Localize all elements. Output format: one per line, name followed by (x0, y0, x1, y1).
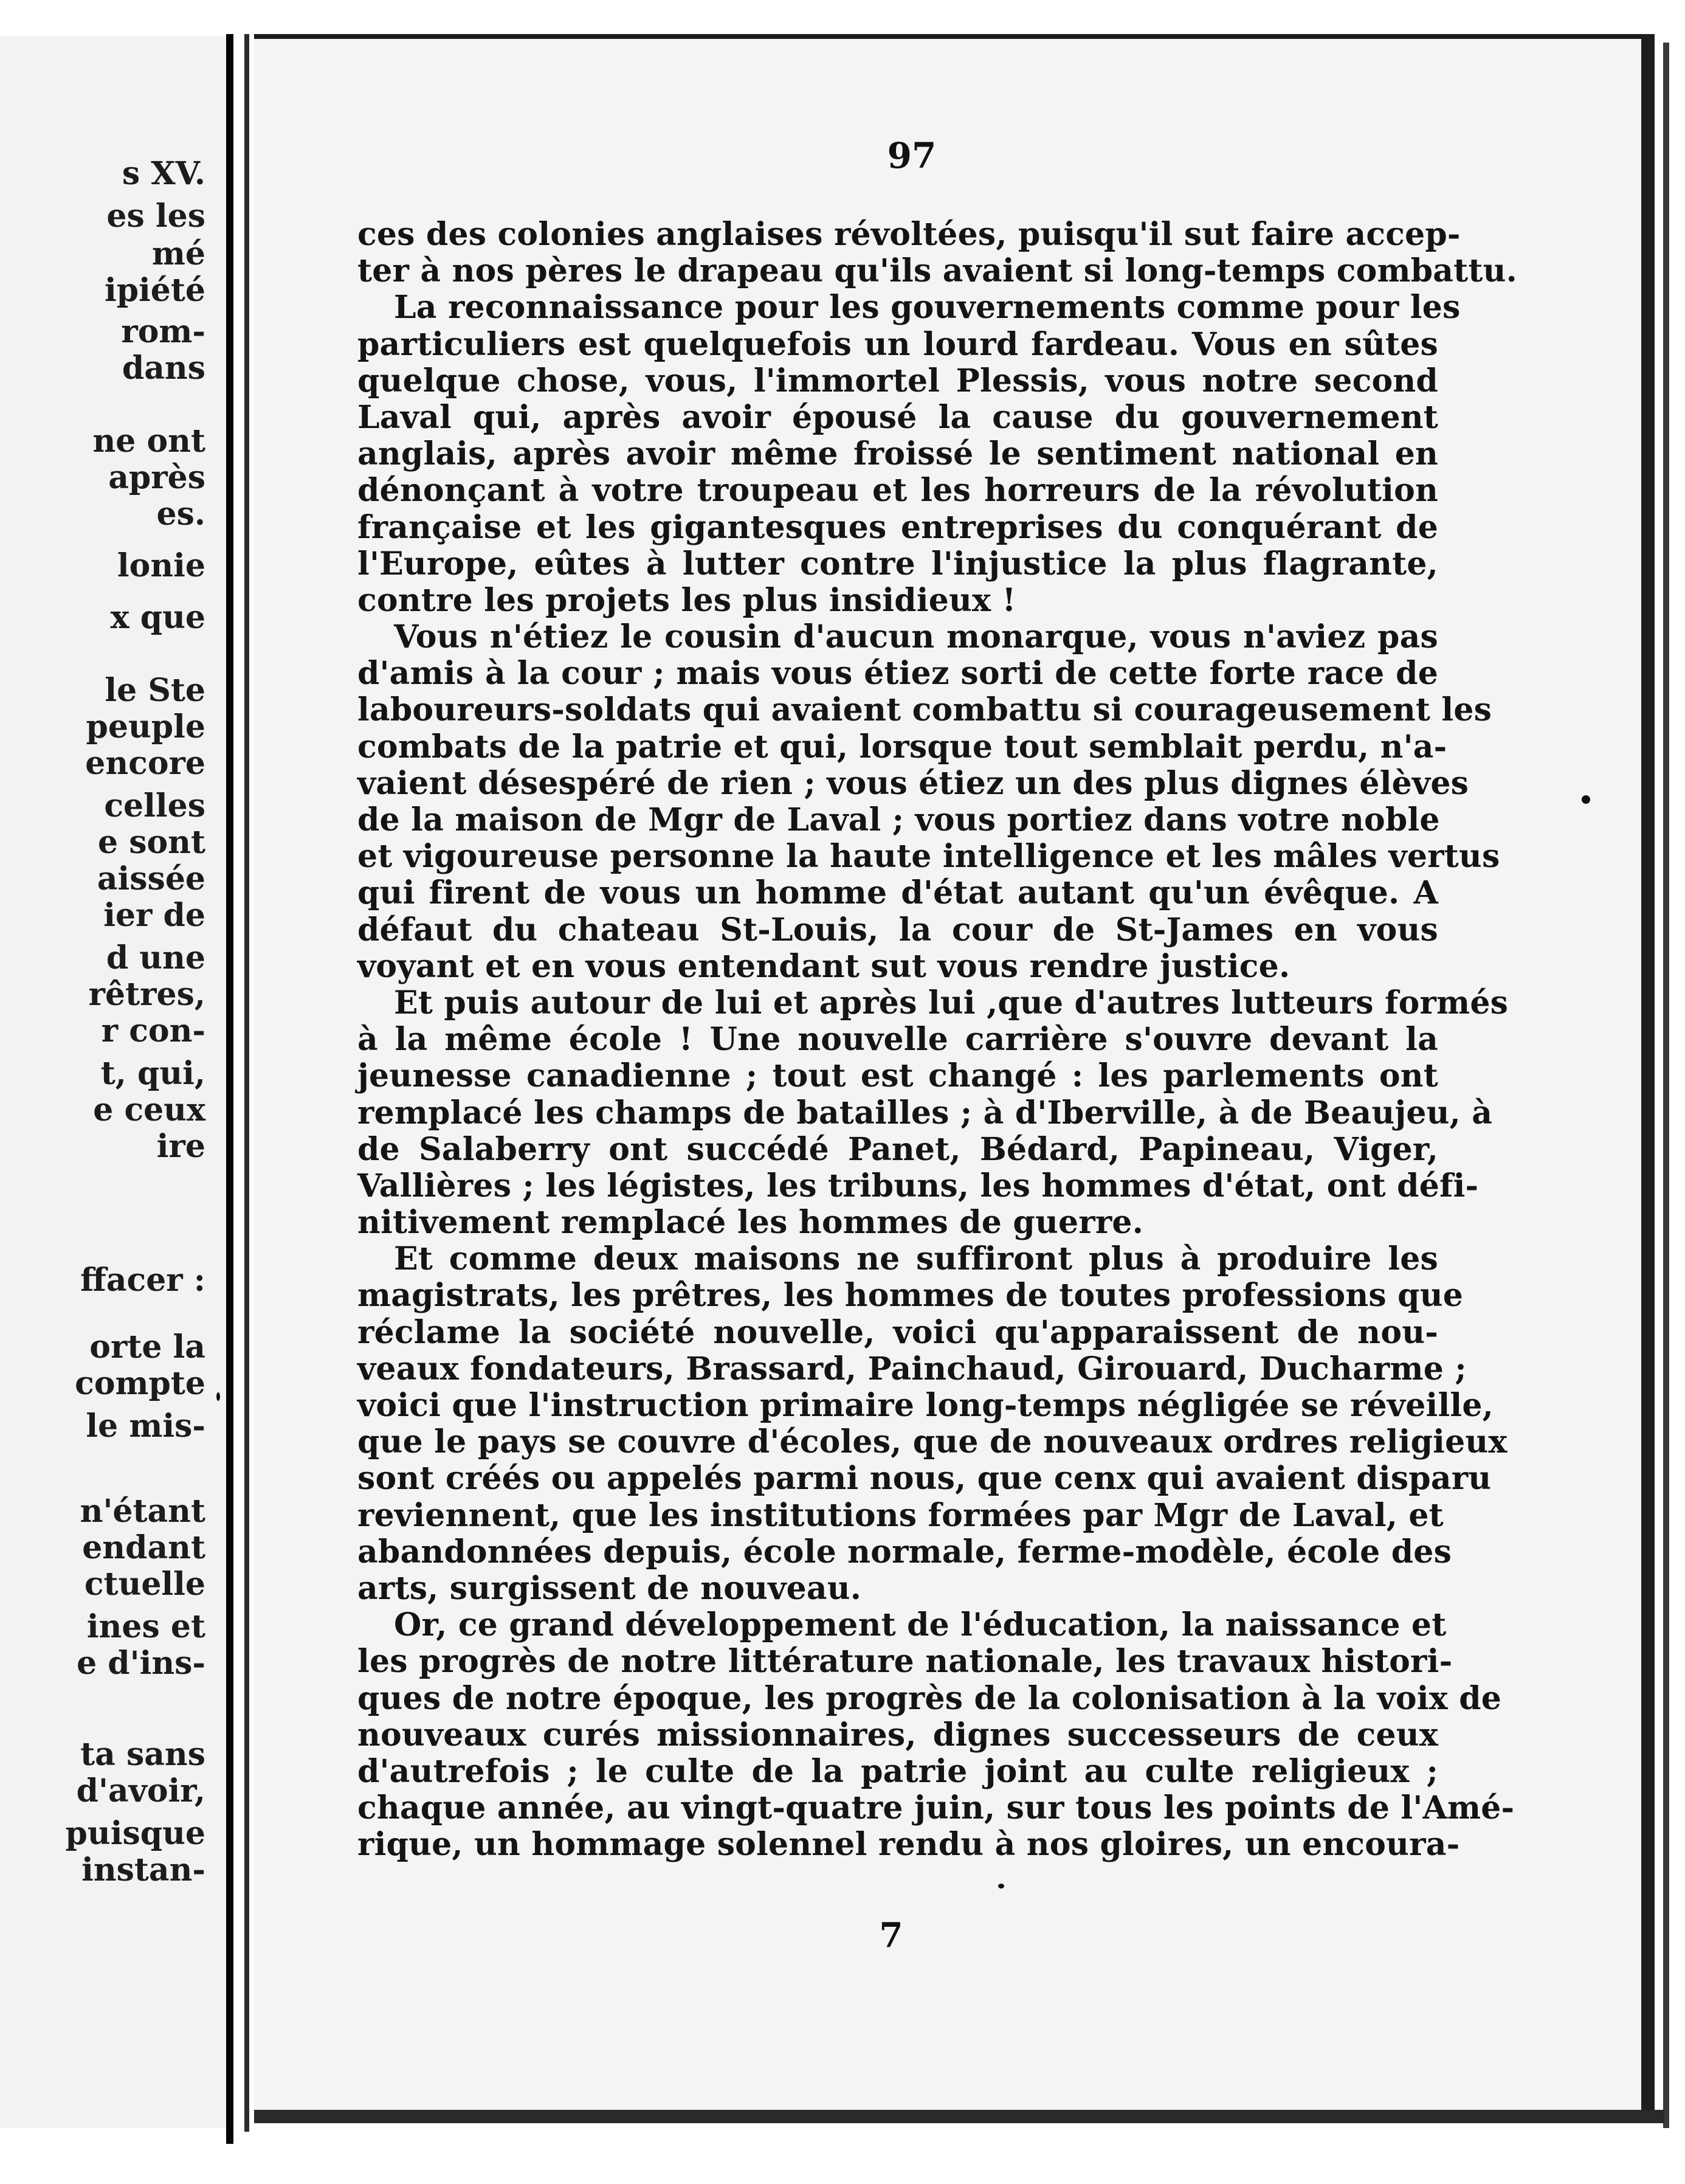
text-line: Or, ce grand développement de l'éducation, la naissance et (394, 1606, 1447, 1644)
body-text (357, 216, 1517, 1864)
text-line: à la même école ! Une nouvelle carrière s'ouvre devant la (357, 1021, 1438, 1059)
text-line: réclame la société nouvelle, voici qu'apparaissent de nou- (357, 1313, 1438, 1351)
previous-page-text-fragment: le mis- (86, 1408, 205, 1445)
previous-page-text-fragment: es les (106, 198, 205, 235)
previous-page-text-fragment: encore (85, 745, 205, 782)
previous-page-text-fragment: ire (156, 1128, 205, 1165)
text-line: Vous n'étiez le cousin d'aucun monarque, vous n'aviez pas (394, 618, 1438, 656)
text-line: de Salaberry ont succédé Panet, Bédard, Papineau, Viger, (357, 1130, 1438, 1168)
previous-page-text-fragment: s XV. (122, 155, 205, 192)
text-line: nouveaux curés missionnaires, dignes successeurs de ceux (357, 1716, 1438, 1754)
text-line: laboureurs-soldats qui avaient combattu si courageusement les (357, 691, 1492, 729)
text-line: anglais, après avoir même froissé le sentiment national en (357, 435, 1438, 473)
text-line: défaut du chateau St-Louis, la cour de St-James en vous (357, 911, 1438, 949)
text-line: d'autrefois ; le culte de la patrie joint au culte religieux ; (357, 1752, 1438, 1790)
page-bottom-edge (254, 2110, 1664, 2123)
text-line: veaux fondateurs, Brassard, Painchaud, Girouard, Ducharme ; (357, 1350, 1467, 1387)
text-line: sont créés ou appelés parmi nous, que cenx qui avaient disparu (357, 1460, 1492, 1498)
previous-page-edge (0, 36, 230, 2128)
text-line: d'amis à la cour ; mais vous étiez sorti de cette forte race de (357, 655, 1438, 693)
signature-mark: 7 (879, 1915, 903, 1955)
gutter-shadow-inner (244, 34, 249, 2132)
text-line: chaque année, au vingt-quatre juin, sur tous les points de l'Amé- (357, 1789, 1515, 1827)
text-line: ces des colonies anglaises révoltées, puisqu'il sut faire accep- (357, 216, 1461, 253)
previous-page-text-fragment: e d'ins- (77, 1645, 205, 1682)
text-line: Et puis autour de lui et après lui ,que d'autres lutteurs formés (394, 984, 1509, 1021)
text-line: reviennent, que les institutions formées par Mgr de Laval, et (357, 1496, 1444, 1534)
previous-page-text-fragment: es. (156, 496, 205, 533)
text-line: voyant et en vous entendant sut vous rendre justice. (357, 947, 1290, 985)
text-line: La reconnaissance pour les gouvernements comme pour les (394, 289, 1461, 327)
previous-page-text-fragment: peuple (86, 708, 205, 745)
page-top-edge (254, 34, 1652, 39)
text-line: dénonçant à votre troupeau et les horreurs de la révolution (357, 472, 1438, 510)
previous-page-text-fragment: d une (106, 939, 205, 976)
text-line: ques de notre époque, les progrès de la colonisation à la voix de (357, 1679, 1502, 1717)
previous-page-text-fragment: ipiété (104, 272, 205, 309)
text-line: et vigoureuse personne la haute intelligence et les mâles vertus (357, 838, 1500, 876)
previous-page-text-fragment: e ceux (93, 1091, 205, 1128)
previous-page-text-fragment: dans (122, 350, 205, 387)
text-line: arts, surgissent de nouveau. (357, 1569, 862, 1607)
text-line: que le pays se couvre d'écoles, que de nouveaux ordres religieux (357, 1423, 1508, 1461)
text-line: contre les projets les plus insidieux ! (357, 581, 1016, 619)
previous-page-text-fragment: ta sans (80, 1736, 205, 1773)
text-line: Vallières ; les légistes, les tribuns, les hommes d'état, ont défi- (357, 1167, 1479, 1204)
previous-page-text-fragment: ier de (103, 897, 205, 934)
text-line: jeunesse canadienne ; tout est changé : les parlements ont (357, 1057, 1438, 1095)
previous-page-text-fragment: ffacer : (80, 1262, 205, 1299)
previous-page-text-fragment: celles (104, 787, 205, 824)
previous-page-text-fragment: orte la (89, 1329, 205, 1366)
text-line: Et comme deux maisons ne suffiront plus à produire les (394, 1240, 1438, 1278)
previous-page-text-fragment: d'avoir, (76, 1772, 205, 1809)
page-right-edge-shadow (1663, 43, 1669, 2128)
ink-speck (1582, 795, 1590, 804)
previous-page-text-fragment: mé (151, 235, 205, 272)
text-line: abandonnées depuis, école normale, ferme-modèle, école des (357, 1533, 1452, 1571)
gutter-shadow (226, 34, 233, 2144)
ink-speck (998, 1884, 1004, 1889)
text-line: quelque chose, vous, l'immortel Plessis, vous notre second (357, 362, 1438, 399)
text-line: française et les gigantesques entreprises du conquérant de (357, 508, 1438, 546)
previous-page-text-fragment: après (108, 459, 205, 496)
text-line: de la maison de Mgr de Laval ; vous portiez dans votre noble (357, 801, 1440, 838)
previous-page-text-fragment: endant (82, 1529, 205, 1566)
previous-page-text-fragment: puisque (65, 1815, 205, 1852)
previous-page-text-fragment: aissée (97, 860, 205, 897)
text-line: vaient désespéré de rien ; vous étiez un des plus dignes élèves (357, 764, 1469, 802)
previous-page-text-fragment: ines et (86, 1608, 205, 1645)
text-line: rique, un hommage solennel rendu à nos gloires, un encoura- (357, 1826, 1460, 1864)
ink-speck (216, 1392, 220, 1401)
text-line: Laval qui, après avoir épousé la cause du gouvernement (357, 398, 1438, 436)
previous-page-text-fragment: lonie (117, 547, 205, 584)
text-line: qui firent de vous un homme d'état autant qu'un évêque. A (357, 874, 1438, 912)
text-line: les progrès de notre littérature nationale, les travaux histori- (357, 1643, 1453, 1681)
text-line: ter à nos pères le drapeau qu'ils avaient si long-temps combattu. (357, 252, 1517, 290)
text-line: combats de la patrie et qui, lorsque tout semblait perdu, n'a- (357, 728, 1447, 765)
previous-page-text-fragment: t, qui, (100, 1055, 205, 1092)
text-line: l'Europe, eûtes à lutter contre l'injustice la plus flagrante, (357, 545, 1438, 582)
previous-page-text-fragment: ctuelle (84, 1566, 205, 1603)
previous-page-text-fragment: r con- (101, 1012, 205, 1049)
previous-page-text-fragment: n'étant (80, 1493, 205, 1530)
previous-page-text-fragment: compte (75, 1365, 205, 1402)
text-line: particuliers est quelquefois un lourd fardeau. Vous en sûtes (357, 325, 1438, 363)
text-line: voici que l'instruction primaire long-temps négligée se réveille, (357, 1387, 1494, 1424)
previous-page-text-fragment: x que (110, 599, 205, 636)
previous-page-text-fragment: rêtres, (88, 976, 205, 1013)
page-right-edge (1641, 34, 1655, 2113)
text-line: magistrats, les prêtres, les hommes de toutes professions que (357, 1277, 1464, 1315)
previous-page-text-fragment: instan- (81, 1851, 205, 1889)
previous-page-text-fragment: rom- (121, 313, 205, 350)
previous-page-text-fragment: le Ste (105, 672, 205, 709)
text-line: nitivement remplacé les hommes de guerre. (357, 1204, 1144, 1242)
text-line: remplacé les champs de batailles ; à d'Iberville, à de Beaujeu, à (357, 1094, 1493, 1132)
page-number: 97 (887, 135, 937, 176)
previous-page-text-fragment: e sont (98, 824, 205, 861)
previous-page-text-fragment: ne ont (92, 423, 205, 460)
